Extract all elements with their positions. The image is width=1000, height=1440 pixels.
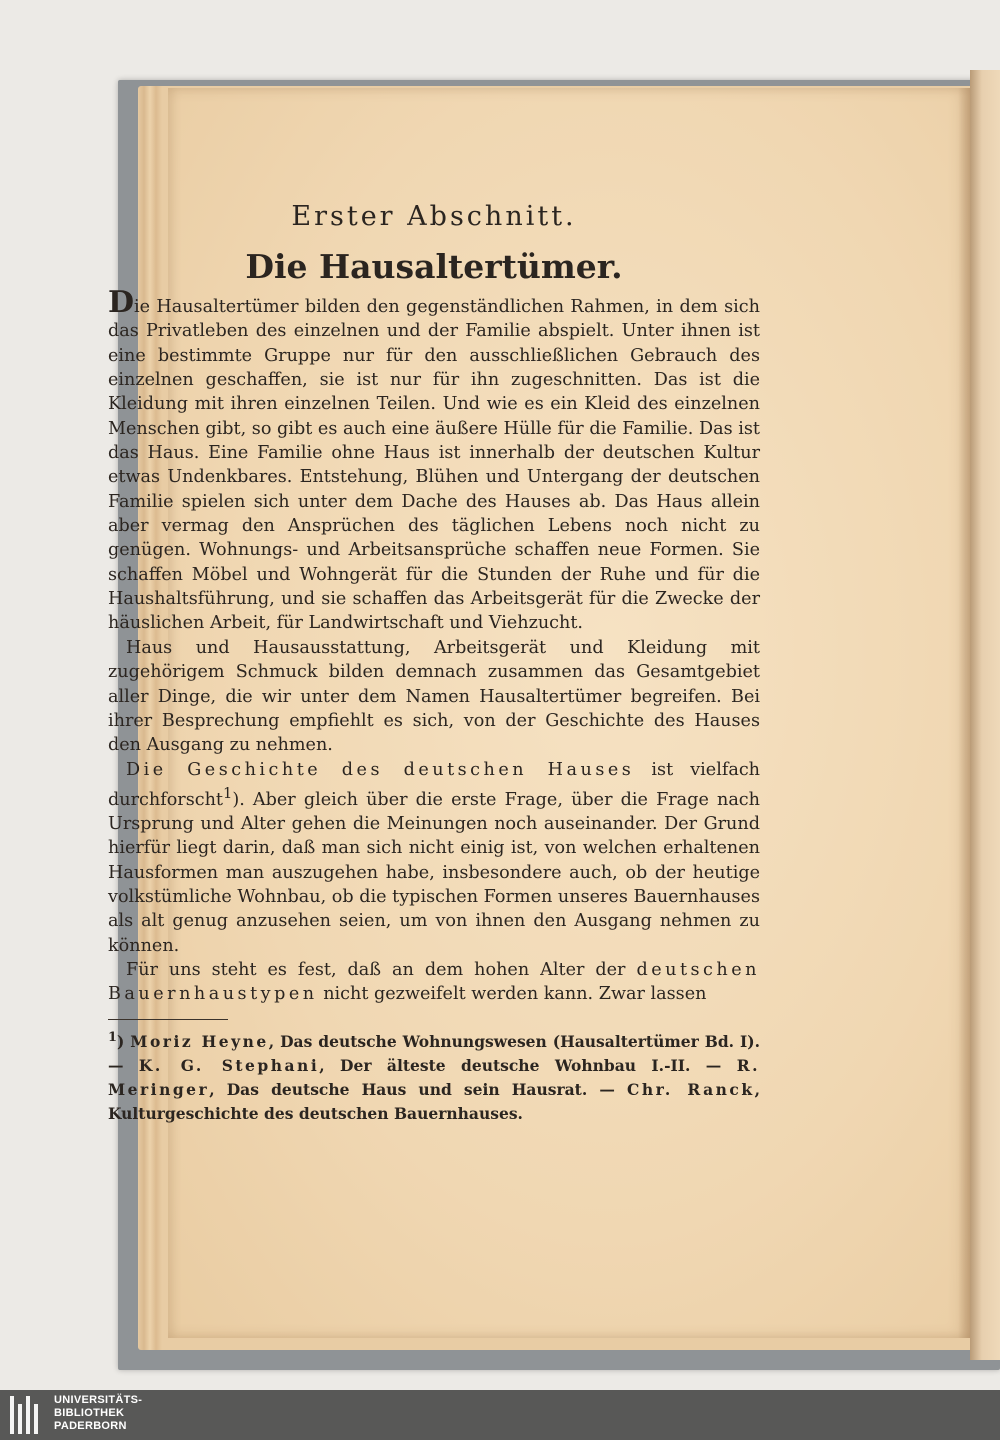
paragraph-4-spaced: deutschen Bauernhaustypen (108, 960, 760, 1005)
paragraph-3-text-b: ). Aber gleich über die erste Frage, über die Frage nach Ursprung und Alter gehen die Meinungen noch auseinander. Der Grund hierfür liegt darin, daß man sich nicht einig ist, von welchen erhaltenen Hausformen man auszugehen habe, insbesondere auch, ob der heutige volkstümliche Wohnbau, ob die typischen Formen unseres Bauernhauses als alt genug anzusehen seien, um von ihnen den Ausgang nehmen zu können. (108, 789, 760, 956)
library-logo-line-3: PADERBORN (54, 1420, 127, 1432)
paragraph-3-text-a: ist vielfach durchforscht (108, 759, 761, 810)
paragraph-3 (108, 758, 760, 959)
footnote-text-3: , Das deutsche Haus und sein Hausrat. — (209, 1079, 627, 1099)
footnote-text-4: , Kulturgeschichte des deutschen Bauernhauses. (108, 1079, 760, 1123)
paragraph-1 (108, 285, 760, 636)
footnote-ref: 1 (223, 784, 233, 802)
paragraph-2: Haus und Hausausstattung, Arbeitsgerät und Kleidung mit zugehörigem Schmuck bilden demnach zusammen das Gesamtgebiet aller Dinge, die wir unter dem Namen Hausaltertümer begreifen. Bei ihrer Besprechung empfiehlt es sich, von der Geschichte des Hauses den Ausgang zu nehmen. (108, 637, 760, 756)
library-logo-icon (10, 1396, 48, 1434)
footnote-author-3: R. Meringer (108, 1055, 760, 1099)
section-label: Erster Abschnitt. (291, 201, 577, 232)
footnote: $^1$) Moriz Heyne, Das deutsche Wohnungswesen (Hausaltertümer Bd. I). — K. G. Stephani, Der älteste deutsche Wohnbau I.-II. — R. Meringer, Das deutsche Haus und sein Hausrat. — Chr. Ranck, Kulturgeschichte des deutschen Bauernhauses. (108, 1029, 760, 1123)
library-footer (0, 1390, 1000, 1440)
library-logo-line-1: UNIVERSITÄTS- (54, 1394, 143, 1406)
paragraph-4-text-a: Für uns steht es fest, daß an dem hohen Alter der (126, 960, 637, 981)
drop-cap: D (108, 285, 135, 320)
chapter-title: Die Hausaltertümer. (245, 247, 623, 286)
paragraph-4-text-b: nicht gezweifelt werden kann. Zwar lassen (317, 984, 707, 1005)
facing-page-edge (970, 70, 1000, 1360)
footnote-text-2: , Der älteste deutsche Wohnbau I.-II. — (319, 1055, 737, 1075)
page-content (108, 195, 760, 1126)
library-logo-text (54, 1394, 142, 1433)
footnote-author-1: Moriz Heyne (130, 1031, 269, 1051)
library-logo-line-2: BIBLIOTHEK (54, 1407, 125, 1419)
footnote-author-4: Chr. Ranck (626, 1079, 755, 1099)
page-gutter-shadow (958, 88, 970, 1338)
paragraph-4 (108, 958, 760, 1007)
body-text (108, 285, 761, 1007)
paragraph-1-text: ie Hausaltertümer bilden den gegenständlichen Rahmen, in dem sich das Privatleben des einzelnen und der Familie abspielt. Unter ihnen ist eine bestimmte Gruppe nur für den ausschließlichen Gebrauch des einzelnen geschaffen, sie ist nur für ihn zugeschnitten. Das ist die Kleidung mit ihren einzelnen Teilen. Und wie es ein Kleid des einzelnen Menschen gibt, so gibt es auch eine äußere Hülle für die Familie. Das ist das Haus. Eine Familie ohne Haus ist innerhalb der deutschen Kultur etwas Undenkbares. Entstehung, Blühen und Untergang der deutschen Familie spielen sich unter dem Dache des Hauses ab. Das Haus allein aber vermag den Ansprüchen des täglichen Lebens noch nicht zu genügen. Wohnungs- und Arbeitsansprüche schaffen neue Formen. Sie schaffen Möbel und Wohngerät für die Stunden der Ruhe und für die Haushaltsführung, und sie schaffen das Arbeitsgerät für die Zwecke der häuslichen Arbeit, für Landwirtschaft und Viehzucht. (108, 297, 760, 634)
paragraph-3-spaced: Die Geschichte des deutschen Hauses (126, 759, 635, 780)
footnote-marker: 1 (108, 1029, 117, 1045)
footnote-rule (108, 1019, 228, 1020)
footnote-text-1: , Das deutsche Wohnungswesen (Hausaltertümer Bd. I). — (108, 1031, 760, 1075)
footnote-author-2: K. G. Stephani (138, 1055, 320, 1075)
